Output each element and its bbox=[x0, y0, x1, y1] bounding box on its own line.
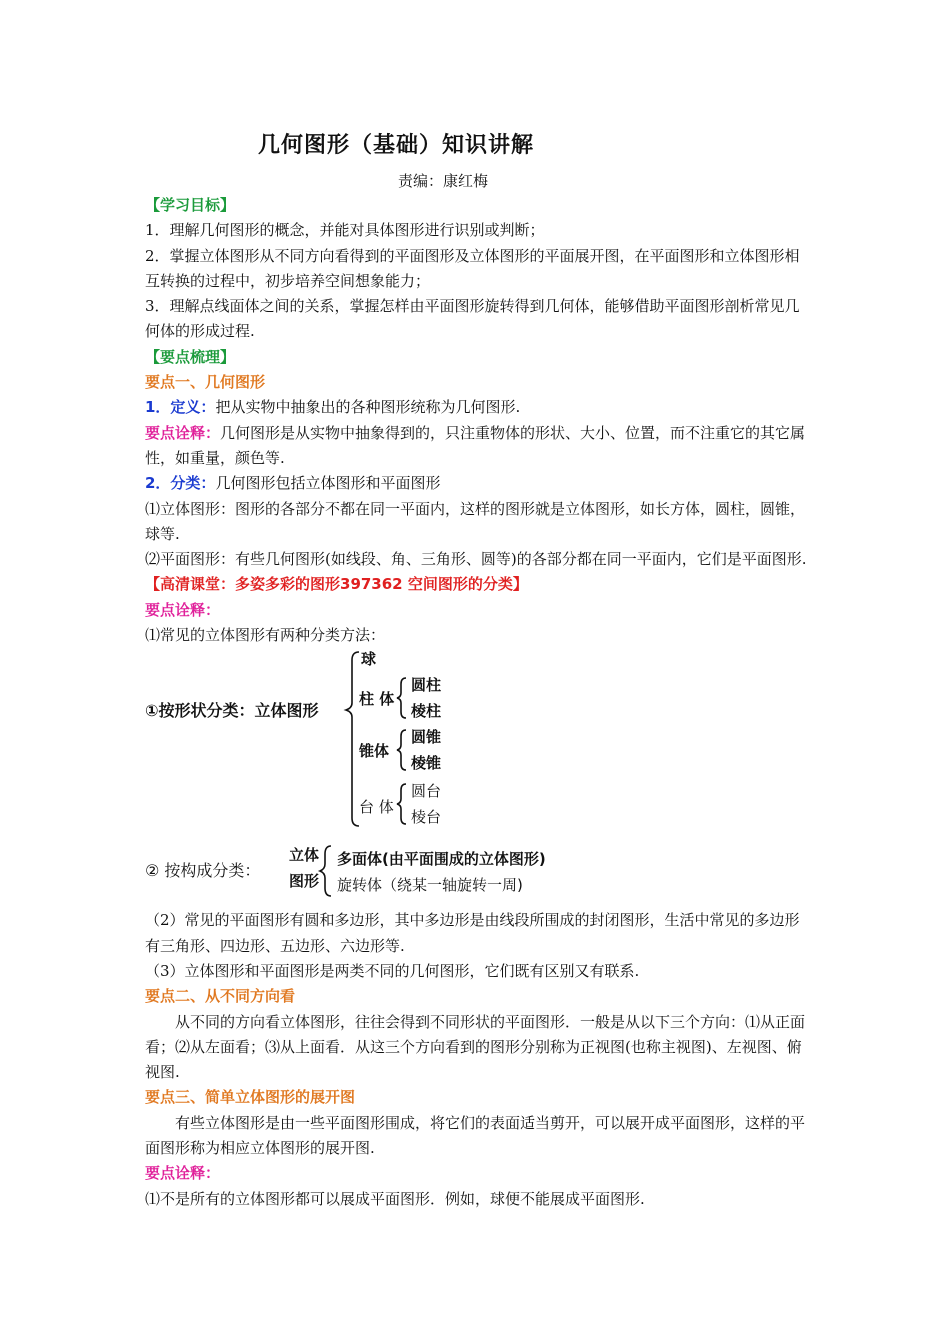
point3-note-item1: ⑴不是所有的立体图形都可以展成平面图形．例如，球便不能展成平面图形. bbox=[145, 1189, 645, 1208]
goal-item: 1．理解几何图形的概念，并能对具体图形进行识别或判断； bbox=[145, 221, 545, 240]
note-label: 要点诠释： bbox=[145, 423, 221, 442]
editor-credit: 责编：康红梅 bbox=[398, 172, 489, 190]
note2-intro: ⑴常见的立体图形有两种分类方法： bbox=[145, 626, 386, 645]
definition-paragraph bbox=[145, 395, 810, 420]
plane-figure-paragraph: ⑵平面图形：有些几何图形(如线段、角、三角形、圆等)的各部分都在同一平面内，它们是平面图形. bbox=[145, 550, 807, 569]
point1-heading: 要点一、几何图形 bbox=[145, 373, 266, 392]
cone-label: 圆锥 bbox=[411, 728, 442, 747]
definition-text: 把从实物中抽象出的各种图形统称为几何图形. bbox=[215, 398, 521, 417]
main-brace bbox=[346, 652, 359, 826]
goal-item: 3．理解点线面体之间的关系，掌握怎样由平面图形旋转得到几何体，能够借助平面图形剖析常见几何体的形成过程. bbox=[145, 297, 800, 341]
points-heading: 【要点梳理】 bbox=[145, 347, 236, 366]
point2-text: 从不同的方向看立体图形，往往会得到不同形状的平面图形．一般是从以下三个方向：⑴从正面看；⑵从左面看；⑶从上面看．从这三个方向看到的图形分别称为正视图(也称主视图)、左视图、俯视图. bbox=[145, 1012, 806, 1082]
point3-text: 有些立体图形是由一些平面图形围成，将它们的表面适当剪开，可以展开成平面图形，这样的平面图形称为相应立体图形的展开图. bbox=[145, 1113, 806, 1158]
frustum-group-label: 台 体 bbox=[359, 798, 394, 817]
rotation-body-label: 旋转体（绕某一轴旋转一周) bbox=[337, 876, 523, 895]
note2-item2: （2）常见的平面图形有圆和多边形，其中多边形是由线段所围成的封闭图形，生活中常见的多边形有三角形、四边形、五边形、六边形等. bbox=[145, 911, 800, 955]
solid-label-line2: 图形 bbox=[289, 872, 320, 891]
goal-item: 2．掌握立体图形从不同方向看得到的平面图形及立体图形的平面展开图，在平面图形和立体图形相互转换的过程中，初步培养空间想象能力； bbox=[145, 246, 800, 290]
prism-brace bbox=[397, 678, 406, 718]
goals-heading: 【学习目标】 bbox=[145, 196, 236, 214]
polyhedron-label: 多面体(由平面围成的立体图形) bbox=[337, 850, 546, 869]
point2-heading: 要点二、从不同方向看 bbox=[145, 987, 296, 1006]
cylinder-label: 圆柱 bbox=[411, 676, 442, 695]
frustum-brace bbox=[397, 784, 406, 824]
note2-item3: （3）立体图形和平面图形是两类不同的几何图形，它们既有区别又有联系. bbox=[145, 961, 640, 980]
note-text: 几何图形是从实物中抽象得到的，只注重物体的形状、大小、位置，而不注重它的其它属性，如重量，颜色等. bbox=[145, 423, 806, 467]
point3-heading: 要点三、简单立体图形的展开图 bbox=[145, 1088, 356, 1107]
page-title: 几何图形（基础）知识讲解 bbox=[258, 133, 535, 158]
content-body bbox=[145, 193, 810, 1212]
composition-brace bbox=[320, 846, 331, 896]
ball-label: 球 bbox=[361, 650, 377, 669]
cone-frustum-label: 圆台 bbox=[411, 782, 442, 801]
cone-brace bbox=[397, 730, 406, 770]
solid-label-line1: 立体 bbox=[289, 846, 320, 865]
composition-classification-diagram bbox=[145, 842, 810, 900]
classification-text: 几何图形包括立体图形和平面图形 bbox=[215, 474, 441, 493]
point3-note-label: 要点诠释： bbox=[145, 1164, 221, 1183]
prism-frustum-label: 棱台 bbox=[411, 808, 442, 827]
shape-classification-diagram bbox=[145, 650, 810, 836]
note2-label: 要点诠释： bbox=[145, 600, 221, 619]
composition-prefix: ② 按构成分类： bbox=[145, 861, 261, 881]
classification-paragraph bbox=[145, 471, 810, 496]
cone-group-label: 锥体 bbox=[359, 742, 390, 761]
shape-classification-prefix: ①按形状分类：立体图形 bbox=[145, 701, 319, 721]
solid-figure-paragraph: ⑴立体图形：图形的各部分不都在同一平面内，这样的图形就是立体图形，如长方体，圆柱，圆锥，球等. bbox=[145, 499, 806, 543]
prism-group-label: 柱 体 bbox=[359, 690, 395, 709]
prism-label: 棱柱 bbox=[411, 702, 442, 721]
hd-class-link[interactable]: 【高清课堂：多姿多彩的图形397362 空间图形的分类】 bbox=[145, 575, 528, 594]
note-paragraph bbox=[145, 421, 810, 472]
definition-label: 1．定义： bbox=[145, 398, 216, 417]
classification-label: 2．分类： bbox=[145, 474, 216, 493]
pyramid-label: 棱锥 bbox=[411, 754, 442, 773]
